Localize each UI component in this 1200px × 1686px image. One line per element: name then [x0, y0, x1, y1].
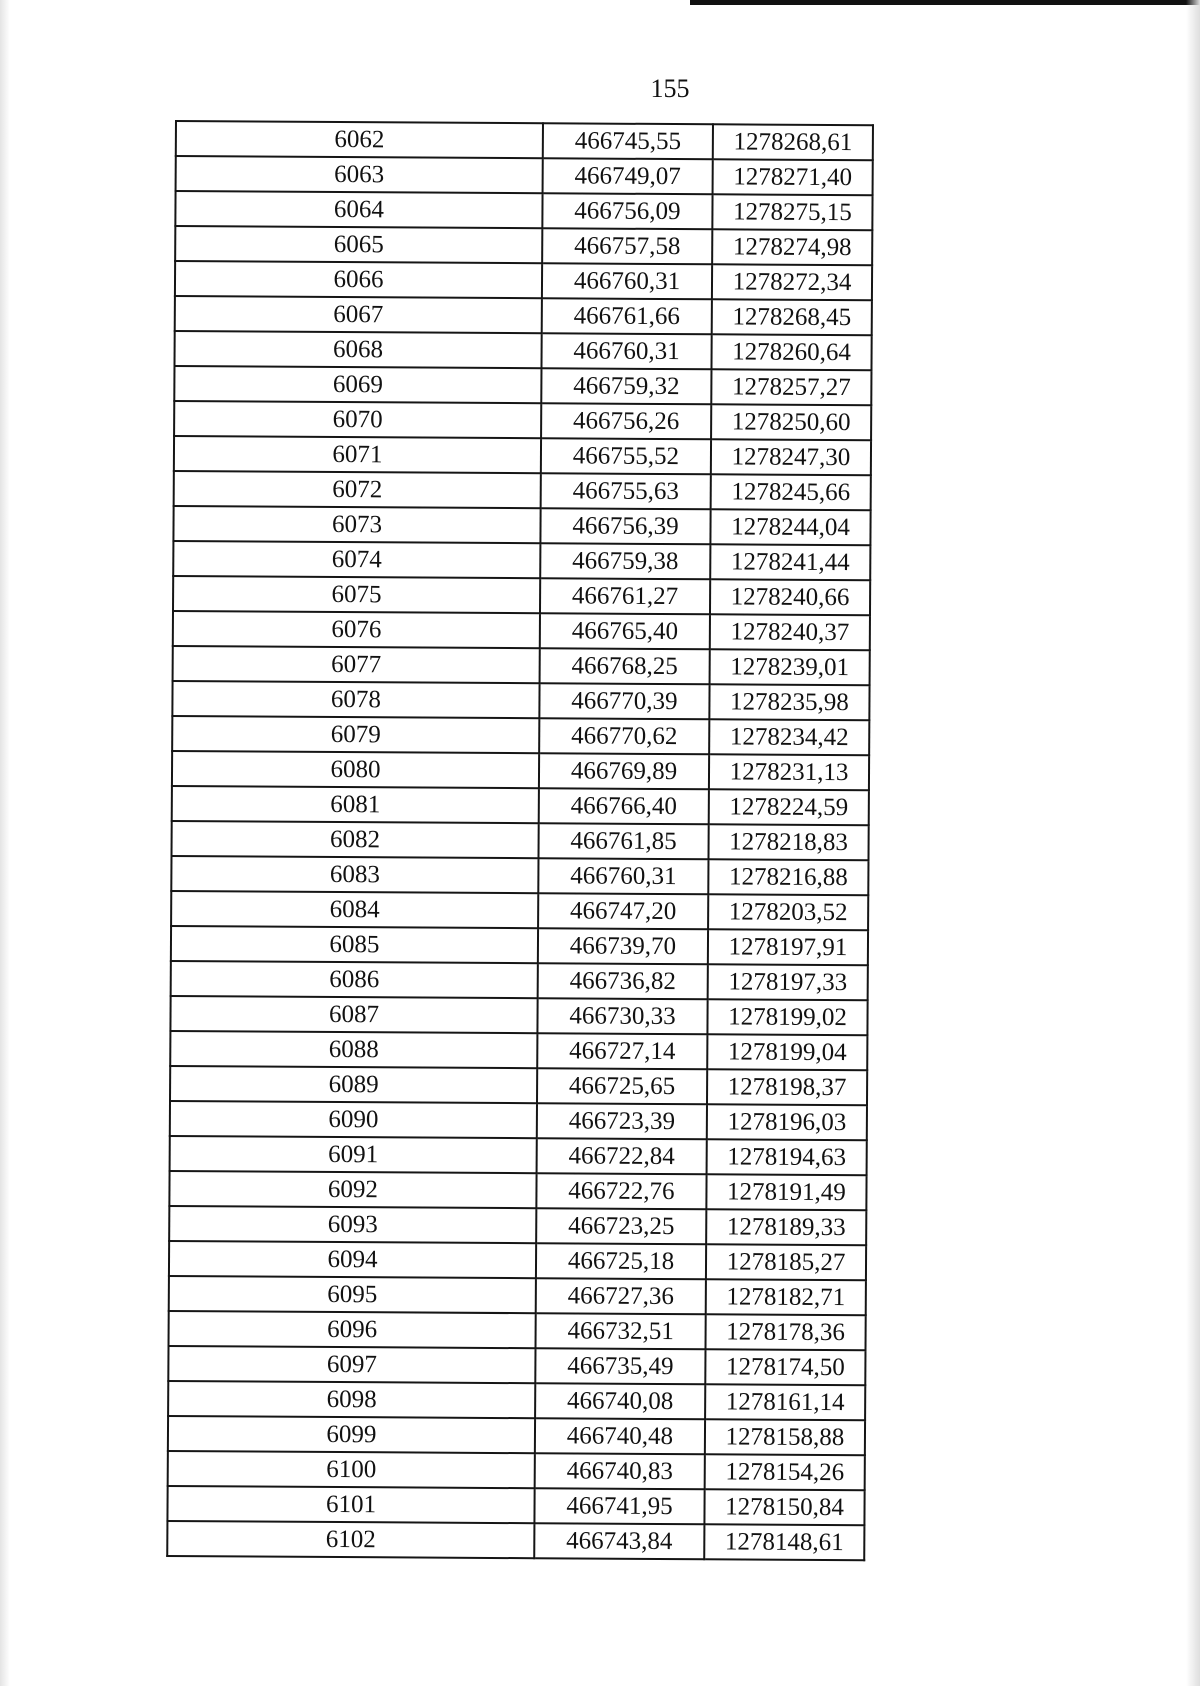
table-row [174, 366, 871, 405]
point-number-cell: 6083 [171, 856, 538, 893]
x-coordinate-cell: 466766,40 [539, 788, 709, 824]
top-edge-rule [690, 0, 1200, 5]
y-coordinate-cell: 1278199,02 [707, 999, 867, 1035]
point-number-cell: 6077 [173, 646, 540, 683]
x-coordinate-cell: 466749,07 [543, 158, 713, 194]
y-coordinate-cell: 1278245,66 [711, 474, 871, 510]
y-coordinate-cell: 1278239,01 [710, 649, 870, 685]
y-coordinate-cell: 1278218,83 [708, 824, 868, 860]
point-number-cell: 6099 [168, 1416, 535, 1453]
table-row [169, 1171, 866, 1210]
point-number-cell: 6086 [171, 961, 538, 998]
y-coordinate-cell: 1278194,63 [707, 1139, 867, 1175]
table-row [167, 1486, 864, 1525]
table-row [175, 226, 872, 265]
table-row [176, 121, 873, 160]
table-row [169, 1206, 866, 1245]
point-number-cell: 6072 [174, 471, 541, 508]
point-number-cell: 6069 [174, 366, 541, 403]
table-row [169, 1241, 866, 1280]
x-coordinate-cell: 466755,52 [541, 438, 711, 474]
y-coordinate-cell: 1278235,98 [709, 684, 869, 720]
y-coordinate-cell: 1278268,61 [713, 124, 873, 160]
x-coordinate-cell: 466755,63 [541, 473, 711, 509]
x-coordinate-cell: 466725,65 [537, 1068, 707, 1104]
y-coordinate-cell: 1278196,03 [707, 1104, 867, 1140]
y-coordinate-cell: 1278274,98 [712, 229, 872, 265]
table-row [168, 1416, 865, 1455]
x-coordinate-cell: 466739,70 [538, 928, 708, 964]
x-coordinate-cell: 466743,84 [534, 1523, 704, 1559]
table-row [175, 296, 872, 335]
point-number-cell: 6087 [170, 996, 537, 1033]
y-coordinate-cell: 1278234,42 [709, 719, 869, 755]
x-coordinate-cell: 466760,31 [541, 333, 711, 369]
point-number-cell: 6082 [172, 821, 539, 858]
x-coordinate-cell: 466727,14 [537, 1033, 707, 1069]
y-coordinate-cell: 1278161,14 [705, 1384, 865, 1420]
x-coordinate-cell: 466745,55 [543, 123, 713, 159]
x-coordinate-cell: 466756,39 [540, 508, 710, 544]
table-row [169, 1276, 866, 1315]
point-number-cell: 6088 [170, 1031, 537, 1068]
y-coordinate-cell: 1278203,52 [708, 894, 868, 930]
y-coordinate-cell: 1278257,27 [711, 369, 871, 405]
point-number-cell: 6098 [168, 1381, 535, 1418]
y-coordinate-cell: 1278158,88 [705, 1419, 865, 1455]
x-coordinate-cell: 466723,39 [537, 1103, 707, 1139]
point-number-cell: 6078 [172, 681, 539, 718]
point-number-cell: 6073 [173, 506, 540, 543]
table-row [168, 1451, 865, 1490]
point-number-cell: 6100 [168, 1451, 535, 1488]
point-number-cell: 6065 [175, 226, 542, 263]
table-row [170, 996, 867, 1035]
scan-edge-left [0, 0, 10, 1686]
point-number-cell: 6075 [173, 576, 540, 613]
table-row [167, 1521, 864, 1560]
table-row [172, 681, 869, 720]
point-number-cell: 6063 [176, 156, 543, 193]
y-coordinate-cell: 1278216,88 [708, 859, 868, 895]
table-row [171, 926, 868, 965]
x-coordinate-cell: 466768,25 [540, 648, 710, 684]
table-row [174, 401, 871, 440]
table-row [173, 576, 870, 615]
table-row [170, 1136, 867, 1175]
table-row [173, 506, 870, 545]
x-coordinate-cell: 466736,82 [538, 963, 708, 999]
y-coordinate-cell: 1278250,60 [711, 404, 871, 440]
table-row [172, 821, 869, 860]
page-number: 155 [650, 74, 690, 103]
point-number-cell: 6084 [171, 891, 538, 928]
point-number-cell: 6067 [175, 296, 542, 333]
y-coordinate-cell: 1278197,91 [708, 929, 868, 965]
point-number-cell: 6070 [174, 401, 541, 438]
point-number-cell: 6076 [173, 611, 540, 648]
y-coordinate-cell: 1278199,04 [707, 1034, 867, 1070]
y-coordinate-cell: 1278240,66 [710, 579, 870, 615]
x-coordinate-cell: 466727,36 [536, 1278, 706, 1314]
table-row [170, 1066, 867, 1105]
y-coordinate-cell: 1278191,49 [706, 1174, 866, 1210]
point-number-cell: 6085 [171, 926, 538, 963]
table-row [168, 1381, 865, 1420]
table-row [174, 436, 871, 475]
x-coordinate-cell: 466757,58 [542, 228, 712, 264]
y-coordinate-cell: 1278271,40 [713, 159, 873, 195]
table-row [171, 891, 868, 930]
table-row [170, 1031, 867, 1070]
point-number-cell: 6102 [167, 1521, 534, 1558]
x-coordinate-cell: 466756,09 [542, 193, 712, 229]
point-number-cell: 6079 [172, 716, 539, 753]
point-number-cell: 6071 [174, 436, 541, 473]
y-coordinate-cell: 1278174,50 [705, 1349, 865, 1385]
point-number-cell: 6094 [169, 1241, 536, 1278]
point-number-cell: 6062 [176, 121, 543, 158]
y-coordinate-cell: 1278244,04 [710, 509, 870, 545]
y-coordinate-cell: 1278275,15 [712, 194, 872, 230]
y-coordinate-cell: 1278178,36 [706, 1314, 866, 1350]
table-row [169, 1311, 866, 1350]
x-coordinate-cell: 466769,89 [539, 753, 709, 789]
table-row [173, 611, 870, 650]
x-coordinate-cell: 466732,51 [536, 1313, 706, 1349]
x-coordinate-cell: 466725,18 [536, 1243, 706, 1279]
y-coordinate-cell: 1278148,61 [704, 1524, 864, 1560]
point-number-cell: 6090 [170, 1101, 537, 1138]
y-coordinate-cell: 1278272,34 [712, 264, 872, 300]
x-coordinate-cell: 466740,83 [535, 1453, 705, 1489]
point-number-cell: 6092 [169, 1171, 536, 1208]
y-coordinate-cell: 1278154,26 [705, 1454, 865, 1490]
x-coordinate-cell: 466765,40 [540, 613, 710, 649]
y-coordinate-cell: 1278240,37 [710, 614, 870, 650]
x-coordinate-cell: 466761,66 [542, 298, 712, 334]
x-coordinate-cell: 466730,33 [537, 998, 707, 1034]
table-row [174, 471, 871, 510]
y-coordinate-cell: 1278247,30 [711, 439, 871, 475]
point-number-cell: 6089 [170, 1066, 537, 1103]
table-row [174, 331, 871, 370]
x-coordinate-cell: 466741,95 [534, 1488, 704, 1524]
table-row [173, 646, 870, 685]
y-coordinate-cell: 1278197,33 [708, 964, 868, 1000]
point-number-cell: 6081 [172, 786, 539, 823]
y-coordinate-cell: 1278241,44 [710, 544, 870, 580]
point-number-cell: 6074 [173, 541, 540, 578]
x-coordinate-cell: 466760,31 [542, 263, 712, 299]
y-coordinate-cell: 1278198,37 [707, 1069, 867, 1105]
table-row [175, 261, 872, 300]
point-number-cell: 6093 [169, 1206, 536, 1243]
point-number-cell: 6091 [170, 1136, 537, 1173]
y-coordinate-cell: 1278189,33 [706, 1209, 866, 1245]
x-coordinate-cell: 466770,39 [539, 683, 709, 719]
x-coordinate-cell: 466756,26 [541, 403, 711, 439]
x-coordinate-cell: 466735,49 [535, 1348, 705, 1384]
point-number-cell: 6095 [169, 1276, 536, 1313]
table-row [173, 541, 870, 580]
table-row [172, 786, 869, 825]
x-coordinate-cell: 466759,32 [541, 368, 711, 404]
coordinates-table [166, 120, 874, 1561]
coordinates-table-body [167, 121, 873, 1560]
x-coordinate-cell: 466760,31 [538, 858, 708, 894]
point-number-cell: 6097 [168, 1346, 535, 1383]
y-coordinate-cell: 1278231,13 [709, 754, 869, 790]
x-coordinate-cell: 466722,76 [536, 1173, 706, 1209]
y-coordinate-cell: 1278185,27 [706, 1244, 866, 1280]
x-coordinate-cell: 466761,27 [540, 578, 710, 614]
table-row [168, 1346, 865, 1385]
point-number-cell: 6066 [175, 261, 542, 298]
x-coordinate-cell: 466723,25 [536, 1208, 706, 1244]
table-row [172, 751, 869, 790]
point-number-cell: 6096 [169, 1311, 536, 1348]
y-coordinate-cell: 1278260,64 [711, 334, 871, 370]
table-row [171, 856, 868, 895]
point-number-cell: 6080 [172, 751, 539, 788]
x-coordinate-cell: 466740,08 [535, 1383, 705, 1419]
point-number-cell: 6064 [175, 191, 542, 228]
x-coordinate-cell: 466747,20 [538, 893, 708, 929]
y-coordinate-cell: 1278182,71 [706, 1279, 866, 1315]
y-coordinate-cell: 1278150,84 [704, 1489, 864, 1525]
x-coordinate-cell: 466770,62 [539, 718, 709, 754]
table-row [171, 961, 868, 1000]
point-number-cell: 6101 [167, 1486, 534, 1523]
table-row [176, 156, 873, 195]
table-row [170, 1101, 867, 1140]
y-coordinate-cell: 1278268,45 [712, 299, 872, 335]
table-row [172, 716, 869, 755]
x-coordinate-cell: 466740,48 [535, 1418, 705, 1454]
scan-edge-right [1186, 0, 1200, 1686]
x-coordinate-cell: 466761,85 [538, 823, 708, 859]
point-number-cell: 6068 [174, 331, 541, 368]
x-coordinate-cell: 466759,38 [540, 543, 710, 579]
y-coordinate-cell: 1278224,59 [709, 789, 869, 825]
table-row [175, 191, 872, 230]
x-coordinate-cell: 466722,84 [537, 1138, 707, 1174]
